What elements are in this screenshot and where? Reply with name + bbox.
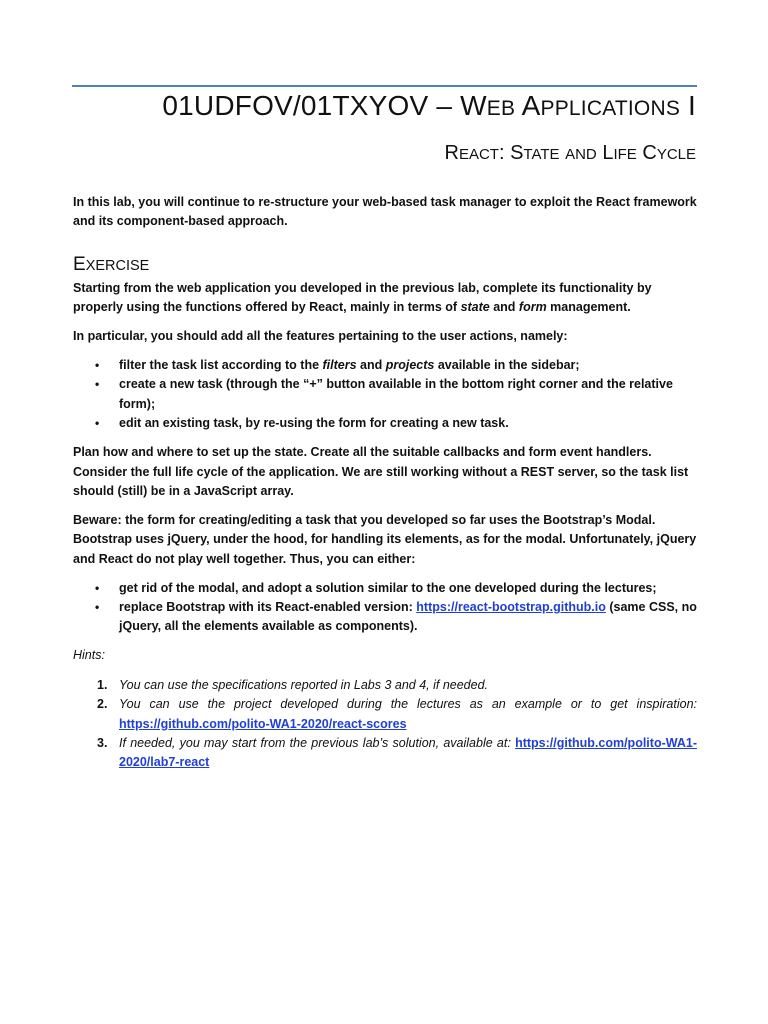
- lab7-react-link[interactable]: https://github.com/polito-WA1-2020/lab7-react: [119, 735, 697, 770]
- b2-text: create a new task (through the “+” button available in the bottom right corner and the relative form);: [119, 377, 673, 411]
- subtitle-small-a: A: [565, 146, 576, 163]
- list-item: [73, 414, 697, 433]
- list-item: [73, 676, 697, 695]
- c2-text-end: (same CSS, no jQuery, all the elements available as components).: [119, 600, 697, 634]
- hint-number: 3.: [97, 735, 108, 750]
- b3-text: edit an existing task, by re-using the form for creating a new task.: [119, 416, 509, 431]
- document-body: [73, 193, 697, 773]
- list-item: [73, 579, 697, 598]
- hint-2-text: You can use the project developed during the lectures as an example or to get inspiration:: [119, 697, 697, 712]
- title-small-eb: EB: [486, 97, 516, 120]
- subtitle-small-tate: TATE: [523, 146, 560, 163]
- choice-list: [73, 579, 697, 637]
- intro-paragraph: In this lab, you will continue to re-structure your web-based task manager to exploit the React framework and its component-based approach.: [73, 195, 697, 229]
- p1-text-and: and: [489, 300, 519, 315]
- list-item: [73, 695, 697, 734]
- title-small-pplications: PPLICATIONS: [540, 97, 681, 120]
- hint-3-text: If needed, you may start from the previous lab’s solution, available at:: [119, 735, 516, 750]
- exercise-heading: [73, 252, 697, 279]
- title-roman: I: [688, 90, 696, 121]
- p1-text-a: Starting from the web application you developed in the previous lab, complete its functionality by properly using the functions offered by React, mainly in terms of: [73, 280, 652, 315]
- p1-em-form: form: [518, 300, 547, 315]
- list-item: [73, 734, 697, 773]
- course-code: 01UDFOV/01TXYOV: [162, 90, 429, 121]
- subtitle-cap-c: C: [642, 142, 657, 164]
- subtitle-small-nd: ND: [575, 146, 597, 163]
- exercise-paragraph-1: [73, 279, 697, 318]
- hints-list: [73, 676, 697, 773]
- hint-number: 2.: [97, 697, 108, 712]
- subtitle-cap-l: L: [602, 142, 614, 164]
- c1-text: get rid of the modal, and adopt a solution similar to the one developed during the lectures;: [119, 580, 657, 595]
- react-scores-link[interactable]: https://github.com/polito-WA1-2020/react-scores: [119, 716, 407, 731]
- b1-em-projects: projects: [385, 358, 435, 373]
- bullet-icon: •: [95, 377, 100, 392]
- b1-em-filters: filters: [322, 358, 357, 373]
- exercise-heading-small: XERCISE: [85, 257, 150, 274]
- bullet-icon: •: [95, 600, 100, 614]
- b1-text-a: filter the task list according to the: [119, 358, 323, 373]
- c2-text-a: replace Bootstrap with its React-enabled version:: [119, 600, 417, 614]
- exercise-paragraph-2: In particular, you should add all the features pertaining to the user actions, namely:: [73, 329, 568, 344]
- subtitle-cap-s: : S: [498, 142, 524, 164]
- b1-text-and: and: [356, 358, 386, 373]
- p1-text-end: management.: [546, 300, 631, 315]
- react-bootstrap-link[interactable]: https://react-bootstrap.github.io: [416, 600, 606, 614]
- hint-1-text: You can use the specifications reported in Labs 3 and 4, if needed.: [119, 677, 489, 692]
- list-item: [73, 598, 697, 637]
- hint-number: 1.: [97, 677, 108, 692]
- bullet-icon: •: [95, 358, 100, 373]
- hints-label: Hints:: [73, 648, 105, 663]
- title-cap-a: A: [521, 90, 541, 121]
- course-title: [162, 84, 696, 131]
- feature-list: [73, 356, 697, 434]
- title-separator: –: [436, 90, 453, 121]
- subtitle-small-ife: IFE: [613, 146, 637, 163]
- subtitle-small-ycle: YCLE: [656, 146, 696, 163]
- exercise-paragraph-3: Plan how and where to set up the state. Create all the suitable callbacks and form event handlers. Consider the full life cycle of the application. We are still working without a REST server, so the task list should (still) be in a JavaScript array.: [73, 445, 689, 498]
- p1-em-state: state: [460, 300, 490, 315]
- subtitle-cap-r: R: [444, 142, 459, 164]
- title-cap-w: W: [460, 90, 487, 121]
- bullet-icon: •: [95, 416, 100, 431]
- list-item: [73, 375, 697, 414]
- exercise-heading-cap: E: [73, 253, 86, 275]
- subtitle-small-eact: EACT: [458, 146, 499, 163]
- list-item: [73, 356, 697, 375]
- beware-paragraph: Beware: the form for creating/editing a task that you developed so far uses the Bootstrap’s Modal. Bootstrap uses jQuery, under the hood, for handling its elements, as for the modal. Unfortunately, jQuery and React do not play well together. Thus, you can either:: [73, 512, 697, 566]
- b1-text-end: available in the sidebar;: [434, 358, 580, 373]
- bullet-icon: •: [95, 580, 100, 595]
- lab-subtitle: [444, 138, 696, 170]
